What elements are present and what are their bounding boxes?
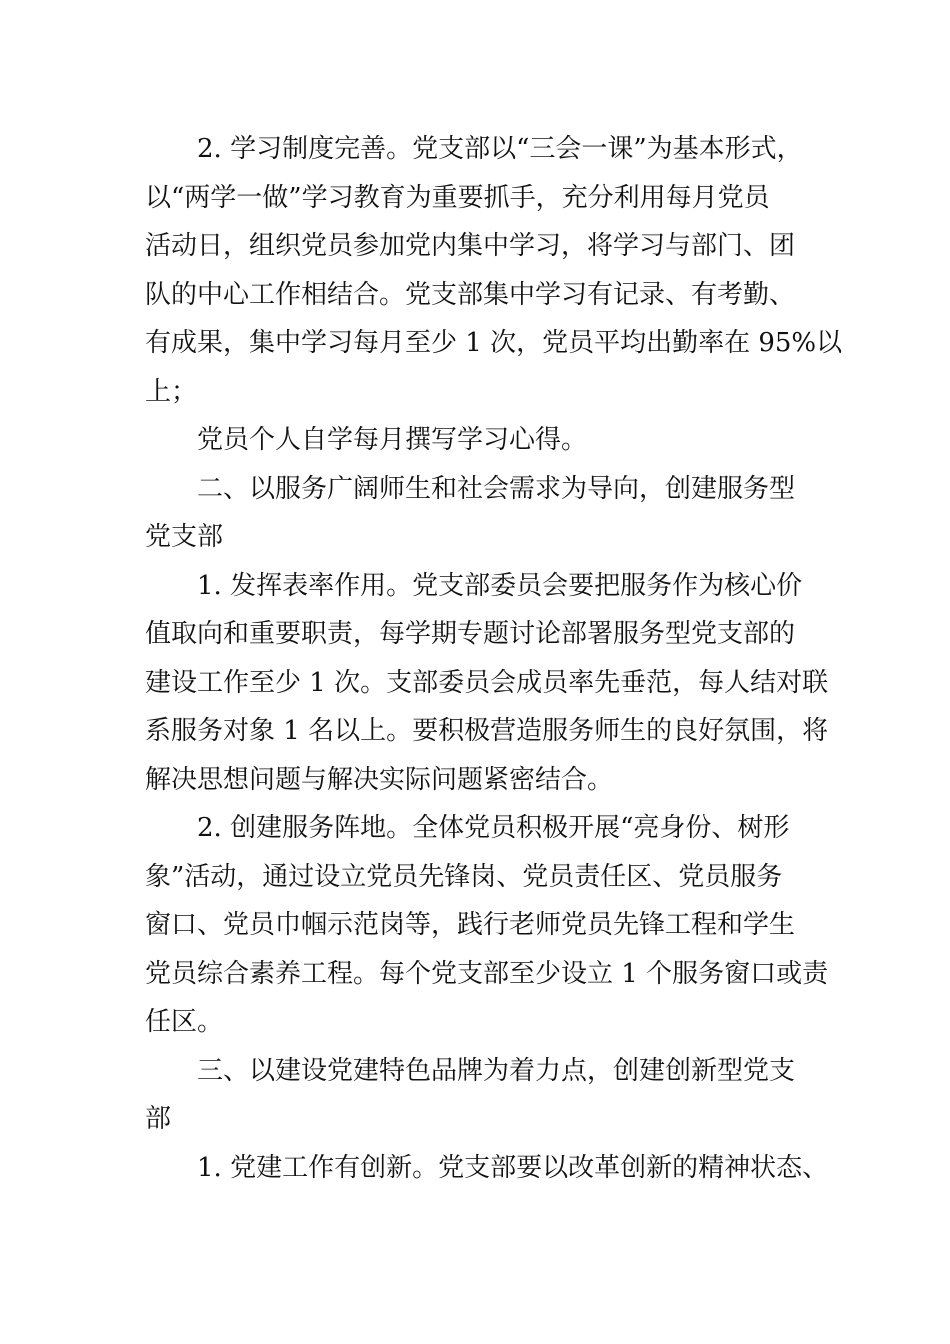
- paragraph-line: 2. 创建服务阵地。全体党员积极开展“亮身份、树形: [197, 813, 790, 843]
- paragraph-line: 上；: [145, 376, 198, 407]
- paragraph-line: 象”活动，通过设立党员先锋岗、党员责任区、党员服务: [145, 861, 783, 892]
- paragraph-line: 任区。: [145, 1007, 224, 1037]
- paragraph-line: 值取向和重要职责，每学期专题讨论部署服务型党支部的: [145, 619, 796, 649]
- paragraph-line: 以“两学一做”学习教育为重要抓手，充分利用每月党员: [145, 182, 770, 213]
- paragraph-line: 建设工作至少 1 次。支部委员会成员率先垂范，每人结对联: [145, 667, 829, 698]
- section-heading-line: 部: [145, 1104, 172, 1134]
- paragraph-line: 窗口、党员巾帼示范岗等，践行老师党员先锋工程和学生: [145, 910, 796, 940]
- document-body: [145, 125, 843, 1192]
- paragraph-line: 党员综合素养工程。每个党支部至少设立 1 个服务窗口或责: [145, 958, 829, 989]
- paragraph-line: 2. 学习制度完善。党支部以“三会一课”为基本形式，: [197, 134, 803, 164]
- paragraph-line: 1. 发挥表率作用。党支部委员会要把服务作为核心价: [197, 570, 803, 601]
- paragraph-line: 解决思想问题与解决实际问题紧密结合。: [145, 764, 614, 795]
- paragraph-line: 1. 党建工作有创新。党支部要以改革创新的精神状态、: [197, 1152, 829, 1183]
- section-heading-line: 三、以建设党建特色品牌为着力点，创建创新型党支: [197, 1055, 796, 1086]
- paragraph-line: 有成果，集中学习每月至少 1 次，党员平均出勤率在 95%以: [145, 328, 843, 358]
- paragraph-line: 队的中心工作相结合。党支部集中学习有记录、有考勤、: [145, 279, 796, 310]
- paragraph-line: 系服务对象 1 名以上。要积极营造服务师生的良好氛围，将: [145, 716, 829, 746]
- paragraph-line: 党员个人自学每月撰写学习心得。: [197, 425, 588, 455]
- section-heading-line: 党支部: [145, 522, 224, 552]
- section-heading-line: 二、以服务广阔师生和社会需求为导向，创建服务型: [197, 473, 796, 504]
- paragraph-line: 活动日，组织党员参加党内集中学习，将学习与部门、团: [145, 231, 796, 261]
